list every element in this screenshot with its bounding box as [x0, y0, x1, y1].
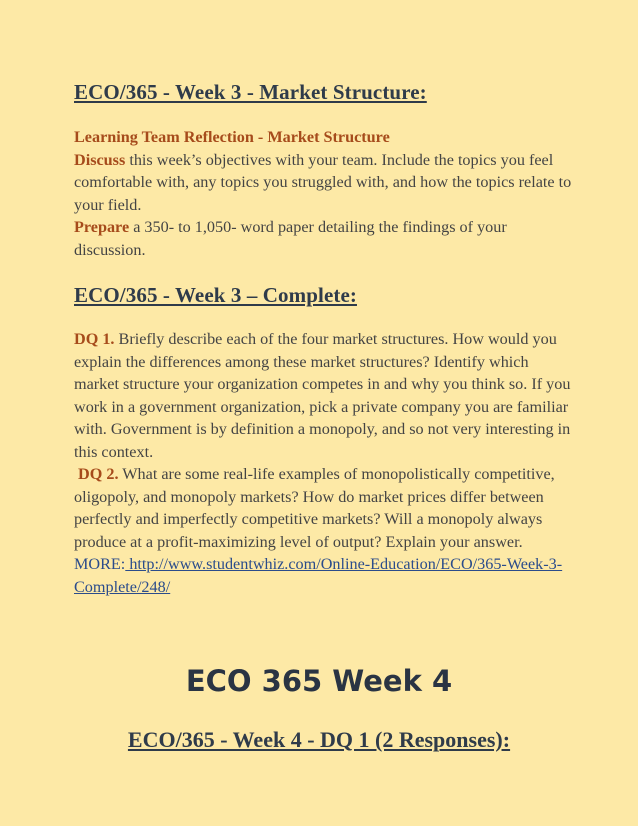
more-link[interactable]: http://www.studentwhiz.com/Online-Education/ECO/365-Week-3-Complete/248/ [74, 555, 563, 596]
week3-market-structure-heading: ECO/365 - Week 3 - Market Structure: [74, 80, 427, 104]
dq1-text: Briefly describe each of the four market structures. How would you explain the differences among these market structures? Identify which market structure your organization competes in and why you think so. If you work in a government organization, pick a private company you are familiar with. Government is by definition a monopoly, and so not very interesting in this context. [74, 330, 571, 461]
discuss-text: this week’s objectives with your team. Include the topics you feel comfortable with, any topics you struggled with, and how the topics relate to your field. [74, 150, 572, 214]
prepare-text: a 350- to 1,050- word paper detailing the findings of your discussion. [74, 218, 507, 259]
week3-complete-body [74, 328, 574, 598]
more-label: MORE: [74, 555, 126, 573]
dq1-label: DQ 1. [74, 330, 115, 348]
learning-team-subheading: Learning Team Reflection - Market Structure [74, 128, 390, 146]
week4-title: ECO 365 Week 4 [185, 664, 453, 698]
prepare-label: Prepare [74, 218, 130, 236]
dq2-text: What are some real-life examples of monopolistically competitive, oligopoly, and monopoly markets? How do market prices differ between perfectly and imperfectly competitive markets? Will a monopoly always produce at a profit-maximizing level of output? Explain your answer. [74, 465, 555, 551]
discuss-label: Discuss [74, 150, 126, 169]
market-structure-body [74, 126, 574, 261]
week3-complete-heading: ECO/365 - Week 3 – Complete: [74, 283, 357, 307]
dq2-label: DQ 2. [78, 465, 119, 483]
week4-dq1-heading: ECO/365 - Week 4 - DQ 1 (2 Responses): [127, 727, 511, 752]
